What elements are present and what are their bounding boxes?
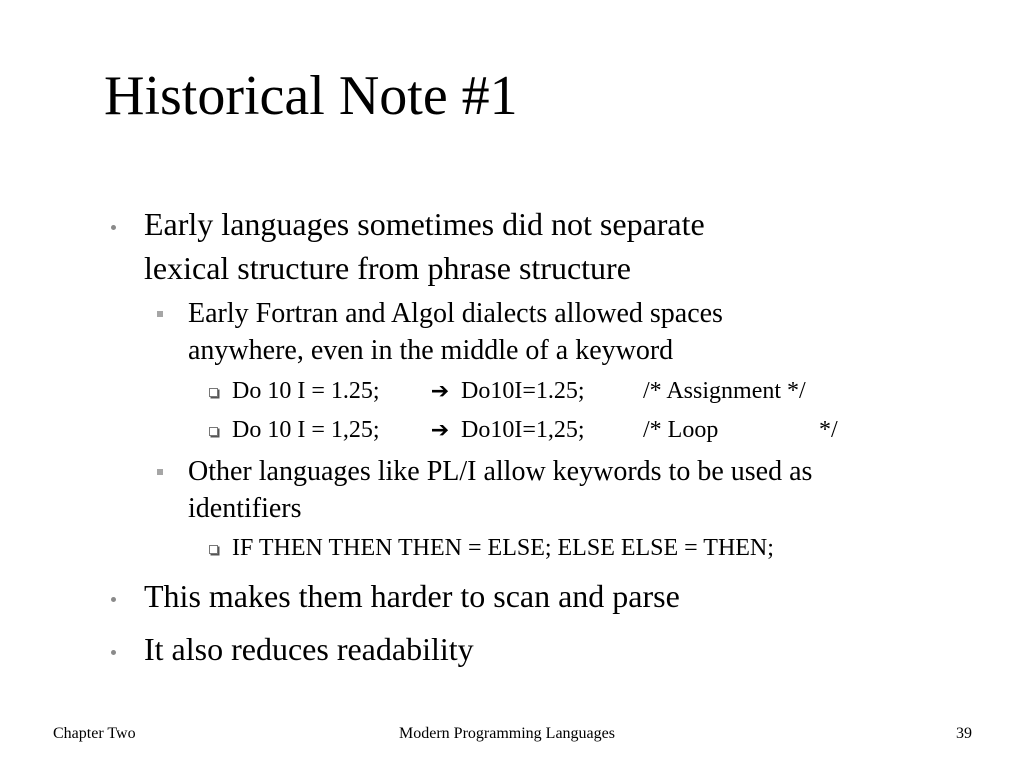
code-comment-end: */ bbox=[819, 417, 838, 443]
bullet-fortran-algol-line2: anywhere, even in the middle of a keyword bbox=[188, 335, 674, 366]
code-source: Do 10 I = 1,25; bbox=[232, 417, 380, 443]
bullet-box-icon bbox=[209, 427, 218, 436]
footer-page-number: 39 bbox=[956, 725, 972, 742]
code-result: Do10I=1.25; bbox=[461, 378, 585, 404]
footer-course-title: Modern Programming Languages bbox=[399, 725, 615, 742]
arrow-right-icon: ➔ bbox=[430, 379, 450, 404]
bullet-dot-icon bbox=[111, 225, 116, 230]
bullet-square-icon bbox=[157, 469, 163, 475]
arrow-right-icon: ➔ bbox=[430, 418, 450, 443]
code-comment: /* Assignment */ bbox=[643, 378, 806, 404]
bullet-early-languages-line1: Early languages sometimes did not separate bbox=[144, 206, 705, 242]
code-result: Do10I=1,25; bbox=[461, 417, 585, 443]
bullet-square-icon bbox=[157, 311, 163, 317]
bullet-dot-icon bbox=[111, 650, 116, 655]
bullet-dot-icon bbox=[111, 597, 116, 602]
code-source: Do 10 I = 1.25; bbox=[232, 378, 380, 404]
code-example-assignment bbox=[232, 372, 806, 411]
code-comment: /* Loop bbox=[643, 417, 719, 443]
bullet-harder-to-scan: This makes them harder to scan and parse bbox=[144, 578, 680, 614]
bullet-reduces-readability: It also reduces readability bbox=[144, 631, 474, 667]
footer-chapter: Chapter Two bbox=[53, 725, 136, 742]
bullet-box-icon bbox=[209, 545, 218, 554]
code-example-loop bbox=[232, 411, 838, 450]
bullet-fortran-algol-line1: Early Fortran and Algol dialects allowed spaces bbox=[188, 298, 723, 329]
slide-title: Historical Note #1 bbox=[104, 65, 518, 127]
bullet-box-icon bbox=[209, 388, 218, 397]
bullet-pl1-line2: identifiers bbox=[188, 493, 302, 524]
bullet-early-languages-line2: lexical structure from phrase structure bbox=[144, 250, 631, 286]
bullet-pl1-line1: Other languages like PL/I allow keywords to be used as bbox=[188, 456, 813, 487]
code-example-pl1: IF THEN THEN THEN = ELSE; ELSE ELSE = THEN; bbox=[232, 535, 774, 561]
